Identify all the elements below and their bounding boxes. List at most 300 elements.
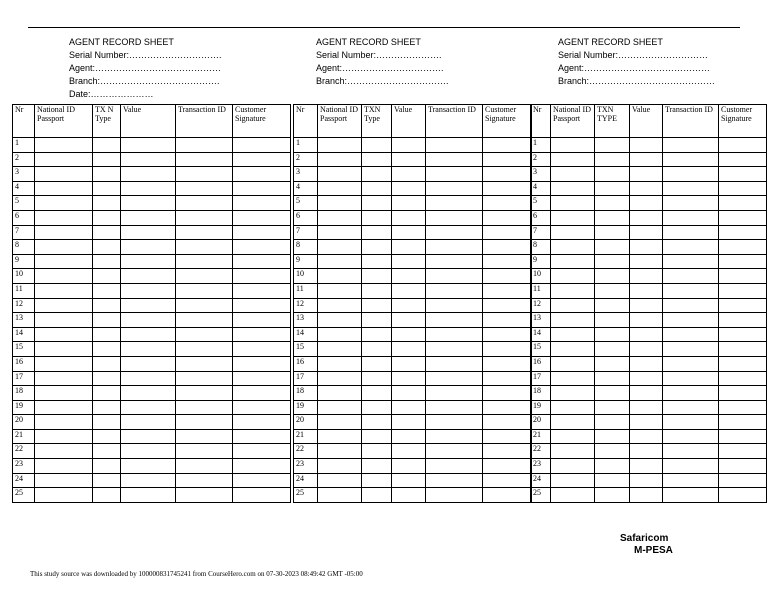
national-id-cell[interactable] xyxy=(551,400,595,415)
signature-cell[interactable] xyxy=(233,298,291,313)
transaction-id-cell[interactable] xyxy=(663,356,719,371)
value-cell[interactable] xyxy=(392,152,426,167)
txn-type-cell[interactable] xyxy=(93,269,121,284)
signature-cell[interactable] xyxy=(233,152,291,167)
transaction-id-cell[interactable] xyxy=(426,298,483,313)
transaction-id-cell[interactable] xyxy=(426,488,483,503)
txn-type-cell[interactable] xyxy=(93,167,121,182)
value-cell[interactable] xyxy=(392,181,426,196)
national-id-cell[interactable] xyxy=(35,371,93,386)
value-cell[interactable] xyxy=(392,473,426,488)
signature-cell[interactable] xyxy=(719,167,767,182)
national-id-cell[interactable] xyxy=(35,400,93,415)
signature-cell[interactable] xyxy=(483,240,532,255)
transaction-id-cell[interactable] xyxy=(663,327,719,342)
signature-cell[interactable] xyxy=(483,210,532,225)
value-cell[interactable] xyxy=(392,400,426,415)
transaction-id-cell[interactable] xyxy=(663,138,719,153)
signature-cell[interactable] xyxy=(719,386,767,401)
transaction-id-cell[interactable] xyxy=(426,429,483,444)
value-cell[interactable] xyxy=(630,429,663,444)
value-cell[interactable] xyxy=(121,152,176,167)
transaction-id-cell[interactable] xyxy=(663,459,719,474)
signature-cell[interactable] xyxy=(483,459,532,474)
signature-cell[interactable] xyxy=(233,327,291,342)
transaction-id-cell[interactable] xyxy=(426,327,483,342)
signature-cell[interactable] xyxy=(719,400,767,415)
value-cell[interactable] xyxy=(630,473,663,488)
national-id-cell[interactable] xyxy=(318,386,362,401)
transaction-id-cell[interactable] xyxy=(426,313,483,328)
national-id-cell[interactable] xyxy=(551,356,595,371)
transaction-id-cell[interactable] xyxy=(663,488,719,503)
signature-cell[interactable] xyxy=(483,371,532,386)
txn-type-cell[interactable] xyxy=(595,371,630,386)
national-id-cell[interactable] xyxy=(35,181,93,196)
signature-cell[interactable] xyxy=(233,269,291,284)
signature-cell[interactable] xyxy=(233,429,291,444)
value-cell[interactable] xyxy=(630,152,663,167)
value-cell[interactable] xyxy=(121,459,176,474)
national-id-cell[interactable] xyxy=(35,196,93,211)
value-cell[interactable] xyxy=(121,225,176,240)
txn-type-cell[interactable] xyxy=(362,152,392,167)
txn-type-cell[interactable] xyxy=(595,356,630,371)
signature-cell[interactable] xyxy=(483,254,532,269)
txn-type-cell[interactable] xyxy=(595,196,630,211)
value-cell[interactable] xyxy=(392,444,426,459)
value-cell[interactable] xyxy=(630,415,663,430)
txn-type-cell[interactable] xyxy=(595,473,630,488)
signature-cell[interactable] xyxy=(719,415,767,430)
value-cell[interactable] xyxy=(121,429,176,444)
value-cell[interactable] xyxy=(392,459,426,474)
transaction-id-cell[interactable] xyxy=(426,269,483,284)
signature-cell[interactable] xyxy=(233,371,291,386)
transaction-id-cell[interactable] xyxy=(176,488,233,503)
value-cell[interactable] xyxy=(392,254,426,269)
transaction-id-cell[interactable] xyxy=(176,400,233,415)
signature-cell[interactable] xyxy=(483,473,532,488)
transaction-id-cell[interactable] xyxy=(176,138,233,153)
national-id-cell[interactable] xyxy=(35,342,93,357)
value-cell[interactable] xyxy=(121,371,176,386)
txn-type-cell[interactable] xyxy=(362,138,392,153)
signature-cell[interactable] xyxy=(483,225,532,240)
transaction-id-cell[interactable] xyxy=(663,429,719,444)
txn-type-cell[interactable] xyxy=(93,386,121,401)
txn-type-cell[interactable] xyxy=(595,429,630,444)
value-cell[interactable] xyxy=(630,196,663,211)
txn-type-cell[interactable] xyxy=(93,459,121,474)
national-id-cell[interactable] xyxy=(318,181,362,196)
signature-cell[interactable] xyxy=(233,181,291,196)
national-id-cell[interactable] xyxy=(551,415,595,430)
txn-type-cell[interactable] xyxy=(595,298,630,313)
value-cell[interactable] xyxy=(392,269,426,284)
signature-cell[interactable] xyxy=(719,283,767,298)
value-cell[interactable] xyxy=(121,400,176,415)
signature-cell[interactable] xyxy=(719,196,767,211)
signature-cell[interactable] xyxy=(233,459,291,474)
national-id-cell[interactable] xyxy=(35,444,93,459)
signature-cell[interactable] xyxy=(483,298,532,313)
txn-type-cell[interactable] xyxy=(93,181,121,196)
value-cell[interactable] xyxy=(630,138,663,153)
signature-cell[interactable] xyxy=(719,473,767,488)
signature-cell[interactable] xyxy=(483,429,532,444)
value-cell[interactable] xyxy=(630,210,663,225)
value-cell[interactable] xyxy=(630,283,663,298)
national-id-cell[interactable] xyxy=(551,473,595,488)
national-id-cell[interactable] xyxy=(35,138,93,153)
value-cell[interactable] xyxy=(630,181,663,196)
transaction-id-cell[interactable] xyxy=(663,269,719,284)
signature-cell[interactable] xyxy=(483,356,532,371)
value-cell[interactable] xyxy=(630,342,663,357)
national-id-cell[interactable] xyxy=(318,313,362,328)
transaction-id-cell[interactable] xyxy=(426,444,483,459)
transaction-id-cell[interactable] xyxy=(663,473,719,488)
national-id-cell[interactable] xyxy=(551,254,595,269)
transaction-id-cell[interactable] xyxy=(663,342,719,357)
value-cell[interactable] xyxy=(392,225,426,240)
transaction-id-cell[interactable] xyxy=(176,181,233,196)
signature-cell[interactable] xyxy=(233,444,291,459)
value-cell[interactable] xyxy=(630,269,663,284)
transaction-id-cell[interactable] xyxy=(426,459,483,474)
transaction-id-cell[interactable] xyxy=(426,225,483,240)
txn-type-cell[interactable] xyxy=(595,415,630,430)
signature-cell[interactable] xyxy=(719,488,767,503)
value-cell[interactable] xyxy=(392,298,426,313)
national-id-cell[interactable] xyxy=(551,429,595,444)
value-cell[interactable] xyxy=(630,488,663,503)
txn-type-cell[interactable] xyxy=(362,210,392,225)
transaction-id-cell[interactable] xyxy=(176,152,233,167)
national-id-cell[interactable] xyxy=(318,283,362,298)
value-cell[interactable] xyxy=(630,225,663,240)
transaction-id-cell[interactable] xyxy=(176,429,233,444)
national-id-cell[interactable] xyxy=(318,138,362,153)
national-id-cell[interactable] xyxy=(318,488,362,503)
signature-cell[interactable] xyxy=(719,152,767,167)
signature-cell[interactable] xyxy=(233,473,291,488)
national-id-cell[interactable] xyxy=(318,473,362,488)
signature-cell[interactable] xyxy=(719,459,767,474)
txn-type-cell[interactable] xyxy=(93,313,121,328)
txn-type-cell[interactable] xyxy=(595,386,630,401)
transaction-id-cell[interactable] xyxy=(426,254,483,269)
txn-type-cell[interactable] xyxy=(362,429,392,444)
transaction-id-cell[interactable] xyxy=(426,415,483,430)
value-cell[interactable] xyxy=(392,138,426,153)
signature-cell[interactable] xyxy=(719,138,767,153)
signature-cell[interactable] xyxy=(233,400,291,415)
signature-cell[interactable] xyxy=(233,138,291,153)
signature-cell[interactable] xyxy=(233,283,291,298)
transaction-id-cell[interactable] xyxy=(663,196,719,211)
national-id-cell[interactable] xyxy=(35,459,93,474)
signature-cell[interactable] xyxy=(483,488,532,503)
txn-type-cell[interactable] xyxy=(595,400,630,415)
value-cell[interactable] xyxy=(392,210,426,225)
txn-type-cell[interactable] xyxy=(362,444,392,459)
national-id-cell[interactable] xyxy=(551,269,595,284)
national-id-cell[interactable] xyxy=(35,269,93,284)
txn-type-cell[interactable] xyxy=(93,488,121,503)
signature-cell[interactable] xyxy=(233,386,291,401)
txn-type-cell[interactable] xyxy=(362,342,392,357)
transaction-id-cell[interactable] xyxy=(663,386,719,401)
transaction-id-cell[interactable] xyxy=(426,152,483,167)
national-id-cell[interactable] xyxy=(318,152,362,167)
txn-type-cell[interactable] xyxy=(362,400,392,415)
national-id-cell[interactable] xyxy=(35,386,93,401)
signature-cell[interactable] xyxy=(233,254,291,269)
signature-cell[interactable] xyxy=(233,488,291,503)
transaction-id-cell[interactable] xyxy=(663,167,719,182)
national-id-cell[interactable] xyxy=(35,415,93,430)
txn-type-cell[interactable] xyxy=(362,488,392,503)
signature-cell[interactable] xyxy=(483,386,532,401)
txn-type-cell[interactable] xyxy=(93,196,121,211)
txn-type-cell[interactable] xyxy=(362,283,392,298)
transaction-id-cell[interactable] xyxy=(426,210,483,225)
value-cell[interactable] xyxy=(121,167,176,182)
txn-type-cell[interactable] xyxy=(93,429,121,444)
value-cell[interactable] xyxy=(630,313,663,328)
national-id-cell[interactable] xyxy=(318,415,362,430)
txn-type-cell[interactable] xyxy=(595,152,630,167)
signature-cell[interactable] xyxy=(483,444,532,459)
txn-type-cell[interactable] xyxy=(362,313,392,328)
transaction-id-cell[interactable] xyxy=(426,283,483,298)
value-cell[interactable] xyxy=(392,356,426,371)
national-id-cell[interactable] xyxy=(35,429,93,444)
national-id-cell[interactable] xyxy=(35,327,93,342)
value-cell[interactable] xyxy=(630,167,663,182)
national-id-cell[interactable] xyxy=(35,313,93,328)
national-id-cell[interactable] xyxy=(551,167,595,182)
transaction-id-cell[interactable] xyxy=(663,444,719,459)
signature-cell[interactable] xyxy=(483,269,532,284)
national-id-cell[interactable] xyxy=(551,283,595,298)
signature-cell[interactable] xyxy=(719,342,767,357)
transaction-id-cell[interactable] xyxy=(663,283,719,298)
txn-type-cell[interactable] xyxy=(93,298,121,313)
national-id-cell[interactable] xyxy=(35,473,93,488)
txn-type-cell[interactable] xyxy=(362,269,392,284)
value-cell[interactable] xyxy=(121,386,176,401)
transaction-id-cell[interactable] xyxy=(426,371,483,386)
txn-type-cell[interactable] xyxy=(362,371,392,386)
national-id-cell[interactable] xyxy=(551,488,595,503)
transaction-id-cell[interactable] xyxy=(426,167,483,182)
signature-cell[interactable] xyxy=(719,327,767,342)
transaction-id-cell[interactable] xyxy=(663,181,719,196)
value-cell[interactable] xyxy=(121,138,176,153)
txn-type-cell[interactable] xyxy=(362,254,392,269)
signature-cell[interactable] xyxy=(233,196,291,211)
txn-type-cell[interactable] xyxy=(595,254,630,269)
txn-type-cell[interactable] xyxy=(93,371,121,386)
national-id-cell[interactable] xyxy=(318,342,362,357)
signature-cell[interactable] xyxy=(483,415,532,430)
signature-cell[interactable] xyxy=(719,225,767,240)
national-id-cell[interactable] xyxy=(35,167,93,182)
txn-type-cell[interactable] xyxy=(93,415,121,430)
txn-type-cell[interactable] xyxy=(362,386,392,401)
national-id-cell[interactable] xyxy=(551,225,595,240)
txn-type-cell[interactable] xyxy=(93,240,121,255)
national-id-cell[interactable] xyxy=(318,196,362,211)
value-cell[interactable] xyxy=(630,400,663,415)
signature-cell[interactable] xyxy=(719,269,767,284)
value-cell[interactable] xyxy=(630,459,663,474)
value-cell[interactable] xyxy=(121,196,176,211)
transaction-id-cell[interactable] xyxy=(176,167,233,182)
signature-cell[interactable] xyxy=(233,240,291,255)
national-id-cell[interactable] xyxy=(318,444,362,459)
transaction-id-cell[interactable] xyxy=(176,371,233,386)
signature-cell[interactable] xyxy=(719,181,767,196)
signature-cell[interactable] xyxy=(719,254,767,269)
national-id-cell[interactable] xyxy=(318,167,362,182)
transaction-id-cell[interactable] xyxy=(426,400,483,415)
txn-type-cell[interactable] xyxy=(595,327,630,342)
transaction-id-cell[interactable] xyxy=(426,196,483,211)
signature-cell[interactable] xyxy=(483,138,532,153)
txn-type-cell[interactable] xyxy=(595,225,630,240)
national-id-cell[interactable] xyxy=(35,356,93,371)
national-id-cell[interactable] xyxy=(318,371,362,386)
national-id-cell[interactable] xyxy=(551,327,595,342)
national-id-cell[interactable] xyxy=(551,181,595,196)
value-cell[interactable] xyxy=(121,356,176,371)
transaction-id-cell[interactable] xyxy=(176,444,233,459)
transaction-id-cell[interactable] xyxy=(176,386,233,401)
signature-cell[interactable] xyxy=(233,167,291,182)
transaction-id-cell[interactable] xyxy=(663,400,719,415)
national-id-cell[interactable] xyxy=(551,210,595,225)
national-id-cell[interactable] xyxy=(551,371,595,386)
transaction-id-cell[interactable] xyxy=(176,254,233,269)
national-id-cell[interactable] xyxy=(551,313,595,328)
transaction-id-cell[interactable] xyxy=(176,459,233,474)
signature-cell[interactable] xyxy=(719,429,767,444)
value-cell[interactable] xyxy=(121,313,176,328)
txn-type-cell[interactable] xyxy=(362,473,392,488)
txn-type-cell[interactable] xyxy=(362,167,392,182)
signature-cell[interactable] xyxy=(233,342,291,357)
value-cell[interactable] xyxy=(630,327,663,342)
txn-type-cell[interactable] xyxy=(93,356,121,371)
transaction-id-cell[interactable] xyxy=(426,386,483,401)
txn-type-cell[interactable] xyxy=(595,210,630,225)
value-cell[interactable] xyxy=(630,254,663,269)
transaction-id-cell[interactable] xyxy=(176,269,233,284)
transaction-id-cell[interactable] xyxy=(176,210,233,225)
value-cell[interactable] xyxy=(392,167,426,182)
txn-type-cell[interactable] xyxy=(93,473,121,488)
value-cell[interactable] xyxy=(630,371,663,386)
txn-type-cell[interactable] xyxy=(362,356,392,371)
signature-cell[interactable] xyxy=(483,342,532,357)
signature-cell[interactable] xyxy=(483,313,532,328)
signature-cell[interactable] xyxy=(719,210,767,225)
value-cell[interactable] xyxy=(630,298,663,313)
txn-type-cell[interactable] xyxy=(595,181,630,196)
national-id-cell[interactable] xyxy=(318,356,362,371)
value-cell[interactable] xyxy=(392,429,426,444)
signature-cell[interactable] xyxy=(233,225,291,240)
signature-cell[interactable] xyxy=(233,415,291,430)
value-cell[interactable] xyxy=(121,181,176,196)
txn-type-cell[interactable] xyxy=(595,283,630,298)
transaction-id-cell[interactable] xyxy=(176,342,233,357)
national-id-cell[interactable] xyxy=(35,298,93,313)
signature-cell[interactable] xyxy=(719,371,767,386)
txn-type-cell[interactable] xyxy=(93,225,121,240)
national-id-cell[interactable] xyxy=(551,459,595,474)
transaction-id-cell[interactable] xyxy=(176,415,233,430)
value-cell[interactable] xyxy=(392,283,426,298)
transaction-id-cell[interactable] xyxy=(176,196,233,211)
transaction-id-cell[interactable] xyxy=(176,225,233,240)
signature-cell[interactable] xyxy=(719,444,767,459)
txn-type-cell[interactable] xyxy=(93,342,121,357)
signature-cell[interactable] xyxy=(483,152,532,167)
national-id-cell[interactable] xyxy=(551,138,595,153)
national-id-cell[interactable] xyxy=(551,240,595,255)
value-cell[interactable] xyxy=(392,488,426,503)
national-id-cell[interactable] xyxy=(318,459,362,474)
transaction-id-cell[interactable] xyxy=(176,313,233,328)
national-id-cell[interactable] xyxy=(35,240,93,255)
txn-type-cell[interactable] xyxy=(595,488,630,503)
national-id-cell[interactable] xyxy=(551,196,595,211)
value-cell[interactable] xyxy=(630,240,663,255)
txn-type-cell[interactable] xyxy=(93,283,121,298)
signature-cell[interactable] xyxy=(483,167,532,182)
txn-type-cell[interactable] xyxy=(362,196,392,211)
signature-cell[interactable] xyxy=(233,210,291,225)
value-cell[interactable] xyxy=(121,327,176,342)
txn-type-cell[interactable] xyxy=(362,298,392,313)
value-cell[interactable] xyxy=(121,488,176,503)
value-cell[interactable] xyxy=(392,371,426,386)
signature-cell[interactable] xyxy=(719,313,767,328)
value-cell[interactable] xyxy=(630,356,663,371)
txn-type-cell[interactable] xyxy=(362,459,392,474)
txn-type-cell[interactable] xyxy=(93,138,121,153)
value-cell[interactable] xyxy=(121,342,176,357)
transaction-id-cell[interactable] xyxy=(426,356,483,371)
national-id-cell[interactable] xyxy=(318,240,362,255)
transaction-id-cell[interactable] xyxy=(663,210,719,225)
value-cell[interactable] xyxy=(392,342,426,357)
transaction-id-cell[interactable] xyxy=(426,473,483,488)
value-cell[interactable] xyxy=(630,386,663,401)
signature-cell[interactable] xyxy=(483,196,532,211)
national-id-cell[interactable] xyxy=(318,327,362,342)
value-cell[interactable] xyxy=(392,240,426,255)
value-cell[interactable] xyxy=(392,327,426,342)
national-id-cell[interactable] xyxy=(551,444,595,459)
signature-cell[interactable] xyxy=(719,298,767,313)
national-id-cell[interactable] xyxy=(35,210,93,225)
